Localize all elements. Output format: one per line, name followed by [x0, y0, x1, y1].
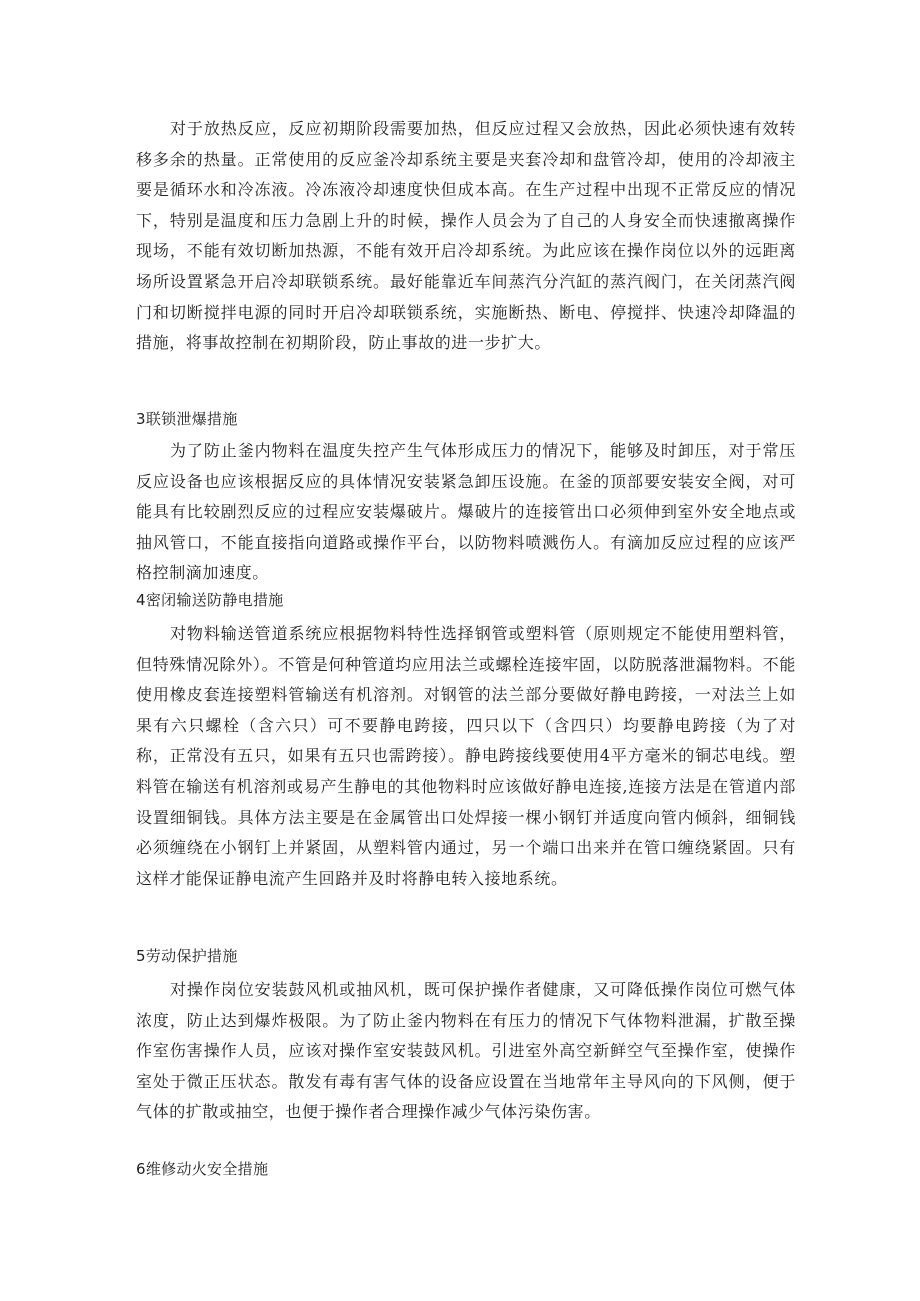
paragraph-pressure-relief: 为了防止釜内物料在温度失控产生气体形成压力的情况下，能够及时卸压，对于常压反应设备也应该根据反应的具体情况安装紧急卸压设施。在釜的顶部要安装安全阀，对可能具有比较剧烈反应的过程应安装爆破片。爆破片的连接管出口必须伸到室外安全地点或抽风管口，不能直接指向道路或操作平台，以防物料喷溅伤人。有滴加反应过程的应该严格控制滴加速度。 [136, 441, 796, 583]
section-heading-4: 4密闭输送防静电措施 [136, 591, 284, 609]
section-heading-5: 5劳动保护措施 [136, 947, 238, 965]
section-heading-6: 6维修动火安全措施 [136, 1160, 269, 1178]
paragraph-antistatic: 对物料输送管道系统应根据物料特性选择钢管或塑料管（原则规定不能使用塑料管，但特殊情况除外）。不管是何种管道均应用法兰或螺栓连接牢固，以防脱落泄漏物料。不能使用橡皮套连接塑料管输送有机溶剂。对钢管的法兰部分要做好静电跨接，一对法兰上如果有六只螺栓（含六只）可不要静电跨接，四只以下（含四只）均要静电跨接（为了对称，正常没有五只，如果有五只也需跨接）。静电跨接线要使用4平方毫米的铜芯电线。塑料管在输送有机溶剂或易产生静电的其他物料时应该做好静电连接,连接方法是在管道内部设置细铜钱。具体方法主要是在金属管出口处焊接一棵小钢钉并适度向管内倾斜，细铜钱必须缠绕在小钢钉上并紧固，从塑料管内通过，另一个端口出来并在管口缠绕紧固。只有这样才能保证静电流产生回路并及时将静电转入接地系统。 [136, 624, 796, 888]
paragraph-labor-protection: 对操作岗位安装鼓风机或抽风机，既可保护操作者健康，又可降低操作岗位可燃气体浓度，防止达到爆炸极限。为了防止釜内物料在有压力的情况下气体物料泄漏，扩散至操作室伤害操作人员，应该对操作室安装鼓风机。引进室外高空新鲜空气至操作室，使操作室处于微正压状态。散发有毒有害气体的设备应设置在当地常年主导风向的下风侧，便于气体的扩散或抽空，也便于操作者合理操作减少气体污染伤害。 [136, 980, 796, 1122]
paragraph-cooling-interlock: 对于放热反应，反应初期阶段需要加热，但反应过程又会放热，因此必须快速有效转移多余的热量。正常使用的反应釜冷却系统主要是夹套冷却和盘管冷却，使用的冷却液主要是循环水和冷冻液。冷冻液冷却速度快但成本高。在生产过程中出现不正常反应的情况下，特别是温度和压力急剧上升的时候，操作人员会为了自己的人身安全而快速撤离操作现场，不能有效切断加热源，不能有效开启冷却系统。为此应该在操作岗位以外的远距离场所设置紧急开启冷却联锁系统。最好能靠近车间蒸汽分汽缸的蒸汽阀门，在关闭蒸汽阀门和切断搅拌电源的同时开启冷却联锁系统，实施断热、断电、停搅拌、快速冷却降温的措施，将事故控制在初期阶段，防止事故的进一步扩大。 [136, 119, 796, 353]
section-heading-3: 3联锁泄爆措施 [136, 410, 238, 428]
